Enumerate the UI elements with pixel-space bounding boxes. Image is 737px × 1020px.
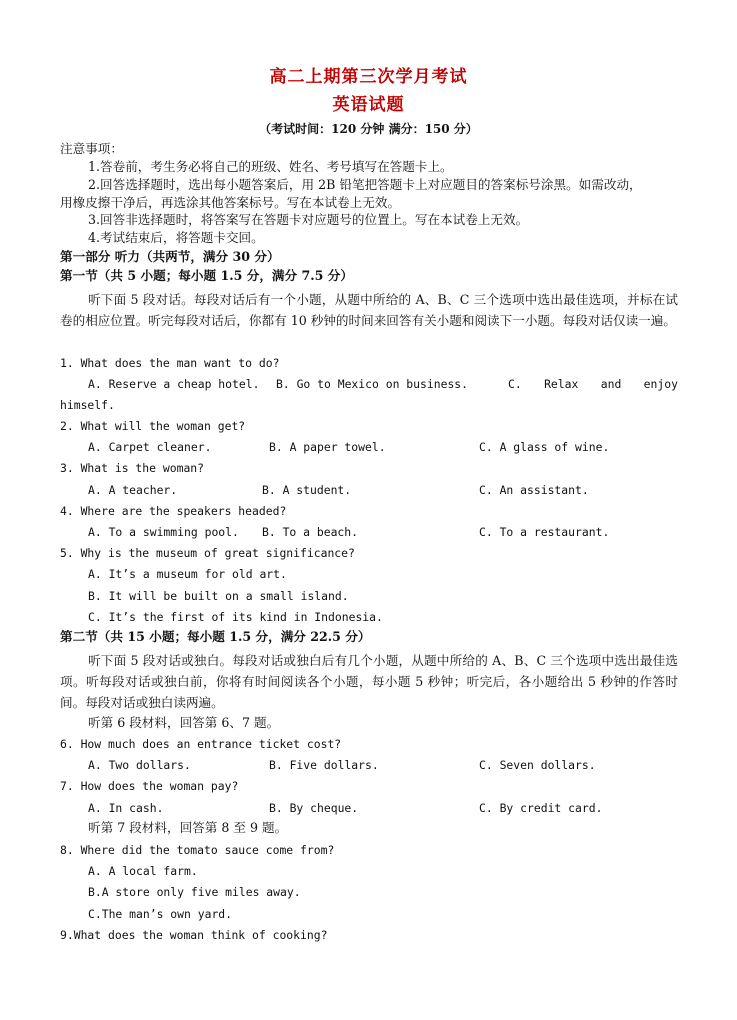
- note-item: 3.回答非选择题时，将答案写在答题卡对应题号的位置上。写在本试卷上无效。: [88, 212, 529, 227]
- q6-option-b: B. Five dollars.: [269, 758, 379, 772]
- q1-option-c-part: Relax: [544, 377, 579, 391]
- q5-option-b: B. It will be built on a small island.: [88, 589, 349, 603]
- notes-heading: 注意事项：: [60, 141, 123, 156]
- q3-option-c: C. An assistant.: [479, 483, 589, 497]
- q2-option-c: C. A glass of wine.: [479, 440, 610, 454]
- q8-option-c: C.The man’s own yard.: [88, 907, 233, 921]
- question-6: 6. How much does an entrance ticket cost?: [60, 737, 342, 751]
- exam-subject: 英语试题: [332, 95, 405, 115]
- q2-option-a: A. Carpet cleaner.: [88, 440, 212, 454]
- q1-option-c-cont: himself.: [60, 398, 115, 412]
- q1-option-c-part: enjoy: [643, 377, 678, 391]
- q1-option-c-part: and: [600, 377, 622, 391]
- question-5: 5. Why is the museum of great significance?: [60, 546, 355, 560]
- q5-option-c: C. It’s the first of its kind in Indonesia.: [88, 610, 383, 624]
- q2-option-b: B. A paper towel.: [269, 440, 386, 454]
- material-6-note: 听第 6 段材料，回答第 6、7 题。: [88, 715, 280, 730]
- question-2: 2. What will the woman get?: [60, 419, 246, 433]
- q8-option-b: B.A store only five miles away.: [88, 885, 301, 899]
- q4-option-b: B. To a beach.: [262, 525, 359, 539]
- note-item: 用橡皮擦干净后，再选涂其他答案标号。写在本试卷上无效。: [60, 195, 401, 210]
- section1-instructions: 听下面 5 段对话。每段对话后有一个小题，从题中所给的 A、B、C 三个选项中选出最佳选项，并标在试卷的相应位置。听完每段对话后，你都有 10 秒钟的时间来回答有关小题和阅读下一小题。每段对话仅读一遍。: [60, 292, 678, 328]
- note-item: 2.回答选择题时，选出每小题答案后，用 2B 铅笔把答题卡上对应题目的答案标号涂黑。如需改动，: [88, 177, 642, 192]
- q8-option-a: A. A local farm.: [88, 864, 198, 878]
- q7-option-c: C. By credit card.: [479, 801, 603, 815]
- q7-option-b: B. By cheque.: [269, 801, 359, 815]
- q6-option-a: A. Two dollars.: [88, 758, 191, 772]
- exam-info: （考试时间：120 分钟 满分：150 分）: [259, 122, 478, 136]
- q7-option-a: A. In cash.: [88, 801, 164, 815]
- q1-option-c-part: C.: [508, 377, 522, 391]
- section2-heading: 第二节（共 15 小题；每小题 1.5 分，满分 22.5 分）: [60, 629, 371, 644]
- part1-heading: 第一部分 听力（共两节，满分 30 分）: [60, 249, 280, 264]
- question-9: 9.What does the woman think of cooking?: [60, 928, 328, 942]
- q1-option-a: A. Reserve a cheap hotel.: [88, 377, 260, 391]
- question-4: 4. Where are the speakers headed?: [60, 504, 287, 518]
- q4-option-c: C. To a restaurant.: [479, 525, 610, 539]
- question-8: 8. Where did the tomato sauce come from?: [60, 843, 335, 857]
- section2-instructions: 听下面 5 段对话或独白。每段对话或独白后有几个小题，从题中所给的 A、B、C 三个选项中选出最佳选项。听每段对话或独白前，你将有时间阅读各个小题，每小题 5 秒钟；听完后，各小题给出 5 秒钟的作答时间。每段对话或独白读两遍。: [60, 653, 678, 710]
- material-7-note: 听第 7 段材料，回答第 8 至 9 题。: [88, 820, 288, 835]
- exam-title: 高二上期第三次学月考试: [269, 67, 468, 87]
- q4-option-a: A. To a swimming pool.: [88, 525, 239, 539]
- note-item: 4.考试结束后，将答题卡交回。: [88, 230, 264, 245]
- q6-option-c: C. Seven dollars.: [479, 758, 596, 772]
- q1-option-b: B. Go to Mexico on business.: [276, 377, 469, 391]
- question-7: 7. How does the woman pay?: [60, 779, 239, 793]
- q5-option-a: A. It’s a museum for old art.: [88, 567, 287, 581]
- question-1: 1. What does the man want to do?: [60, 356, 280, 370]
- q3-option-a: A. A teacher.: [88, 483, 178, 497]
- note-item: 1.答卷前，考生务必将自己的班级、姓名、考号填写在答题卡上。: [88, 159, 453, 174]
- q3-option-b: B. A student.: [262, 483, 352, 497]
- q1-option-c: [508, 376, 678, 392]
- question-3: 3. What is the woman?: [60, 461, 205, 475]
- section1-heading: 第一节（共 5 小题；每小题 1.5 分，满分 7.5 分）: [60, 268, 353, 283]
